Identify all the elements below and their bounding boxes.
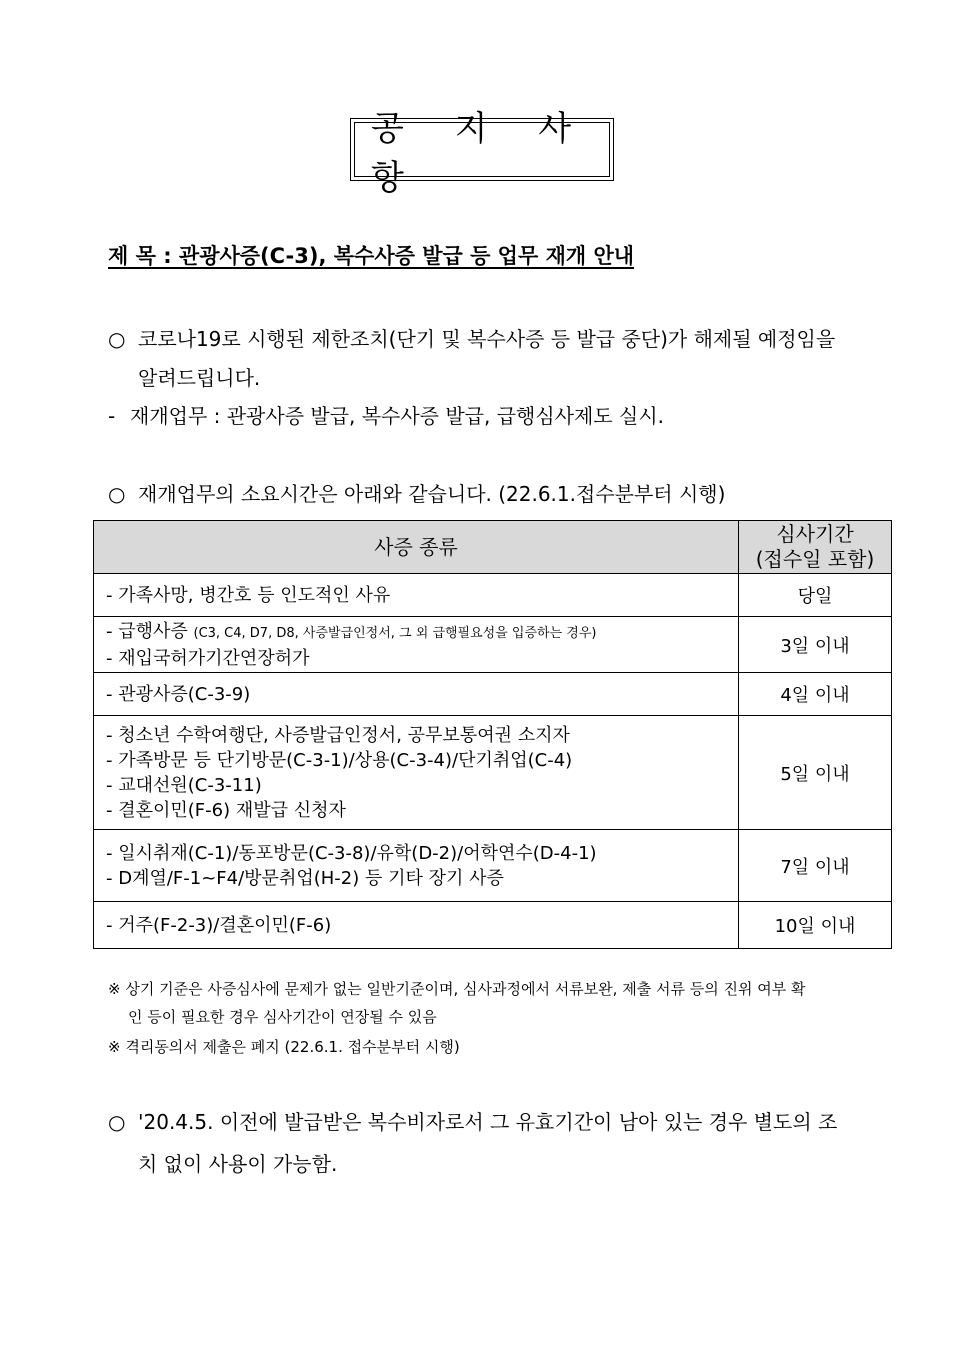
circle-bullet-icon: ○ <box>108 327 126 351</box>
dash-bullet: - <box>108 404 116 428</box>
table-row <box>94 830 892 902</box>
circle-bullet-icon: ○ <box>108 482 126 506</box>
visa-type-cell: - 관광사증(C-3-9) <box>94 673 739 716</box>
table-header-row <box>94 521 892 574</box>
visa-type-cell: - 급행사증 (C3, C4, D7, D8, 사증발급인정서, 그 외 급행필요성을 입증하는 경우) - 재입국허가기간연장허가 <box>94 617 739 673</box>
visa-type-cell: - 청소년 수학여행단, 사증발급인정서, 공무보통여권 소지자 - 가족방문 등 단기방문(C-3-1)/상용(C-3-4)/단기취업(C-4) - 교대선원(C-3-11) - 결혼이민(F-6) 재발급 신청자 <box>94 716 739 830</box>
notice-title: 공 지 사 항 <box>371 108 592 198</box>
header-visa-type: 사증 종류 <box>94 521 739 574</box>
notice-title-box <box>350 108 614 198</box>
section3-line1: ○ '20.4.5. 이전에 발급받은 복수비자로서 그 유효기간이 남아 있는 경우 별도의 조 <box>108 1110 838 1134</box>
table-row <box>94 902 892 949</box>
visa-type-cell: - 가족사망, 병간호 등 인도적인 사유 <box>94 574 739 617</box>
note-1-line1: ※ 상기 기준은 사증심사에 문제가 없는 일반기준이며, 심사과정에서 서류보완, 제출 서류 등의 진위 여부 확 <box>108 980 806 998</box>
visa-type-cell: - 거주(F-2-3)/결혼이민(F-6) <box>94 902 739 949</box>
table-row <box>94 716 892 830</box>
table-row <box>94 617 892 673</box>
section1-sub: - 재개업무 : 관광사증 발급, 복수사증 발급, 급행심사제도 실시. <box>108 404 664 428</box>
section1-line2: 알려드립니다. <box>138 366 261 390</box>
circle-bullet-icon: ○ <box>108 1110 126 1134</box>
note-2: ※ 격리동의서 제출은 폐지 (22.6.1. 접수분부터 시행) <box>108 1038 460 1056</box>
table-row <box>94 673 892 716</box>
header-review-period: 심사기간 (접수일 포함) <box>739 521 892 574</box>
visa-type-cell: - 일시취재(C-1)/동포방문(C-3-8)/유학(D-2)/어학연수(D-4-1) - D계열/F-1~F4/방문취업(H-2) 등 기타 장기 사증 <box>94 830 739 902</box>
table-row <box>94 574 892 617</box>
review-period-cell: 10일 이내 <box>739 902 892 949</box>
section3-line2: 치 없이 사용이 가능함. <box>138 1152 338 1176</box>
review-period-cell: 당일 <box>739 574 892 617</box>
section2-line: ○ 재개업무의 소요시간은 아래와 같습니다. (22.6.1.접수분부터 시행) <box>108 482 726 506</box>
review-period-cell: 4일 이내 <box>739 673 892 716</box>
note-1-line2: 인 등이 필요한 경우 심사기간이 연장될 수 있음 <box>128 1008 437 1026</box>
review-period-cell: 7일 이내 <box>739 830 892 902</box>
subject-line: 제 목 : 관광사증(C-3), 복수사증 발급 등 업무 재개 안내 <box>108 244 635 268</box>
section1-line1: ○ 코로나19로 시행된 제한조치(단기 및 복수사증 등 발급 중단)가 해제될 예정임을 <box>108 327 836 351</box>
review-period-cell: 5일 이내 <box>739 716 892 830</box>
processing-time-table <box>93 520 892 949</box>
review-period-cell: 3일 이내 <box>739 617 892 673</box>
